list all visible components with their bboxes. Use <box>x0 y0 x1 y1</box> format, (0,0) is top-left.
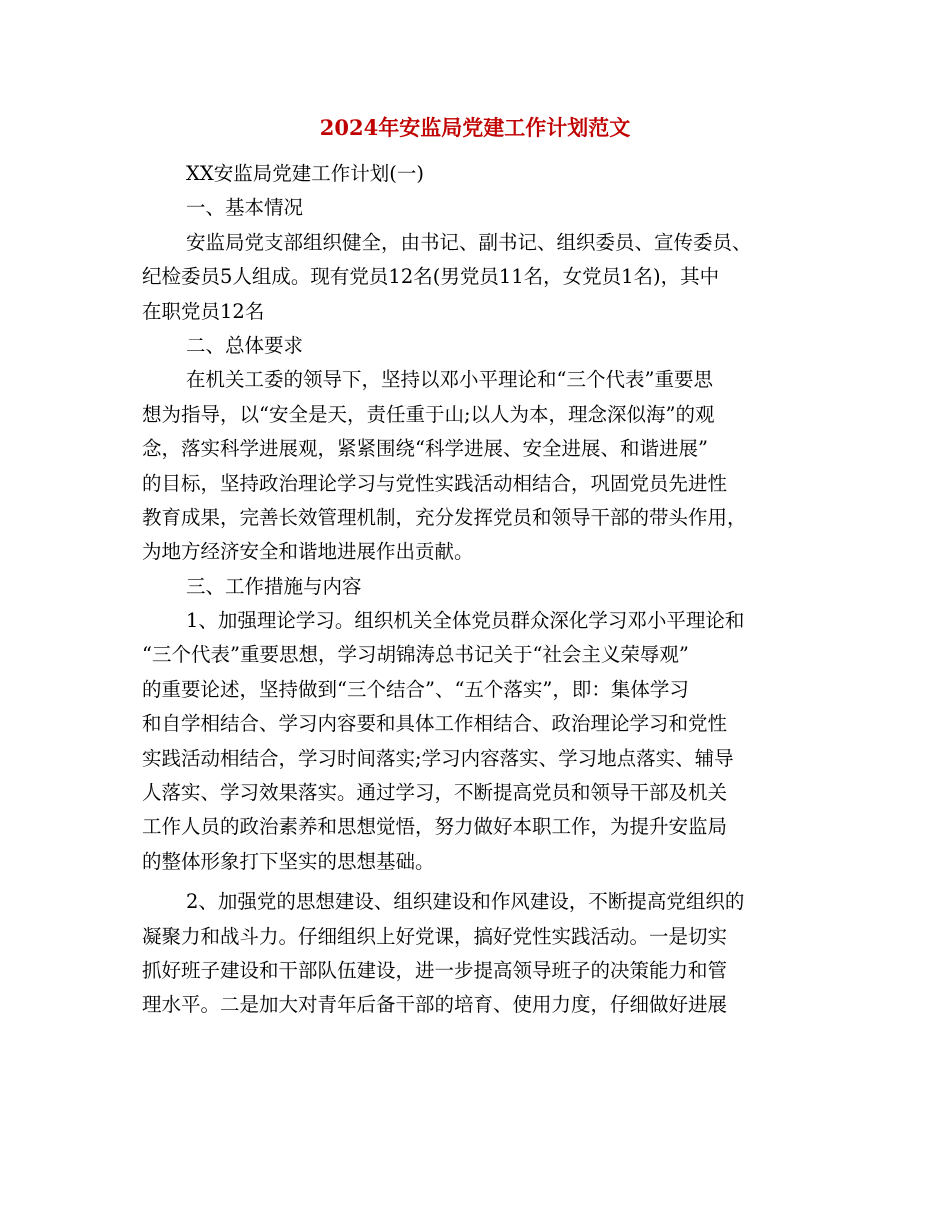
paragraph-line: 念，落实科学进展观，紧紧围绕“科学进展、安全进展、和谐进展” <box>142 437 708 461</box>
paragraph-line: 想为指导，以“安全是天，责任重于山;以人为本，理念深似海”的观 <box>142 402 715 426</box>
paragraph-line: 抓好班子建设和干部队伍建设，进一步提高领导班子的决策能力和管 <box>142 958 728 982</box>
paragraph-line: 的整体形象打下坚实的思想基础。 <box>142 849 435 873</box>
paragraph-line: 凝聚力和战斗力。仔细组织上好党课，搞好党性实践活动。一是切实 <box>142 924 728 948</box>
paragraph-line: 实践活动相结合，学习时间落实;学习内容落实、学习地点落实、辅导 <box>142 746 734 770</box>
section-heading: 三、工作措施与内容 <box>186 574 362 598</box>
paragraph-line: 工作人员的政治素养和思想觉悟，努力做好本职工作，为提升安监局 <box>142 815 728 839</box>
paragraph-line: 在职党员12名 <box>142 299 265 323</box>
paragraph-line: 的目标，坚持政治理论学习与党性实践活动相结合，巩固党员先进性 <box>142 471 728 495</box>
paragraph-line: 教育成果，完善长效管理机制，充分发挥党员和领导干部的带头作用， <box>142 505 747 529</box>
document-title: 2024年安监局党建工作计划范文 <box>319 115 631 140</box>
subtitle: XX安监局党建工作计划(一) <box>186 162 424 185</box>
paragraph-line: 纪检委员5人组成。现有党员12名(男党员11名，女党员1名)，其中 <box>142 265 720 289</box>
paragraph-line: 安监局党支部组织健全，由书记、副书记、组织委员、宣传委员、 <box>186 230 752 254</box>
paragraph-line: 在机关工委的领导下，坚持以邓小平理论和“三个代表”重要思 <box>186 368 713 392</box>
section-heading: 二、总体要求 <box>186 333 304 357</box>
paragraph-line: 2、加强党的思想建设、组织建设和作风建设，不断提高党组织的 <box>186 890 745 914</box>
paragraph-line: “三个代表”重要思想，学习胡锦涛总书记关于“社会主义荣辱观” <box>142 643 689 667</box>
section-heading: 一、基本情况 <box>186 196 304 220</box>
paragraph-line: 为地方经济安全和谐地进展作出贡献。 <box>142 540 474 564</box>
paragraph-line: 和自学相结合、学习内容要和具体工作相结合、政治理论学习和党性 <box>142 712 728 736</box>
paragraph-line: 1、加强理论学习。组织机关全体党员群众深化学习邓小平理论和 <box>186 609 745 633</box>
paragraph-line: 的重要论述，坚持做到“三个结合”、“五个落实”，即：集体学习 <box>142 677 689 701</box>
document-body <box>142 157 810 1023</box>
paragraph-line: 理水平。二是加大对青年后备干部的培育、使用力度，仔细做好进展 <box>142 993 728 1017</box>
paragraph-line: 人落实、学习效果落实。通过学习，不断提高党员和领导干部及机关 <box>142 781 728 805</box>
